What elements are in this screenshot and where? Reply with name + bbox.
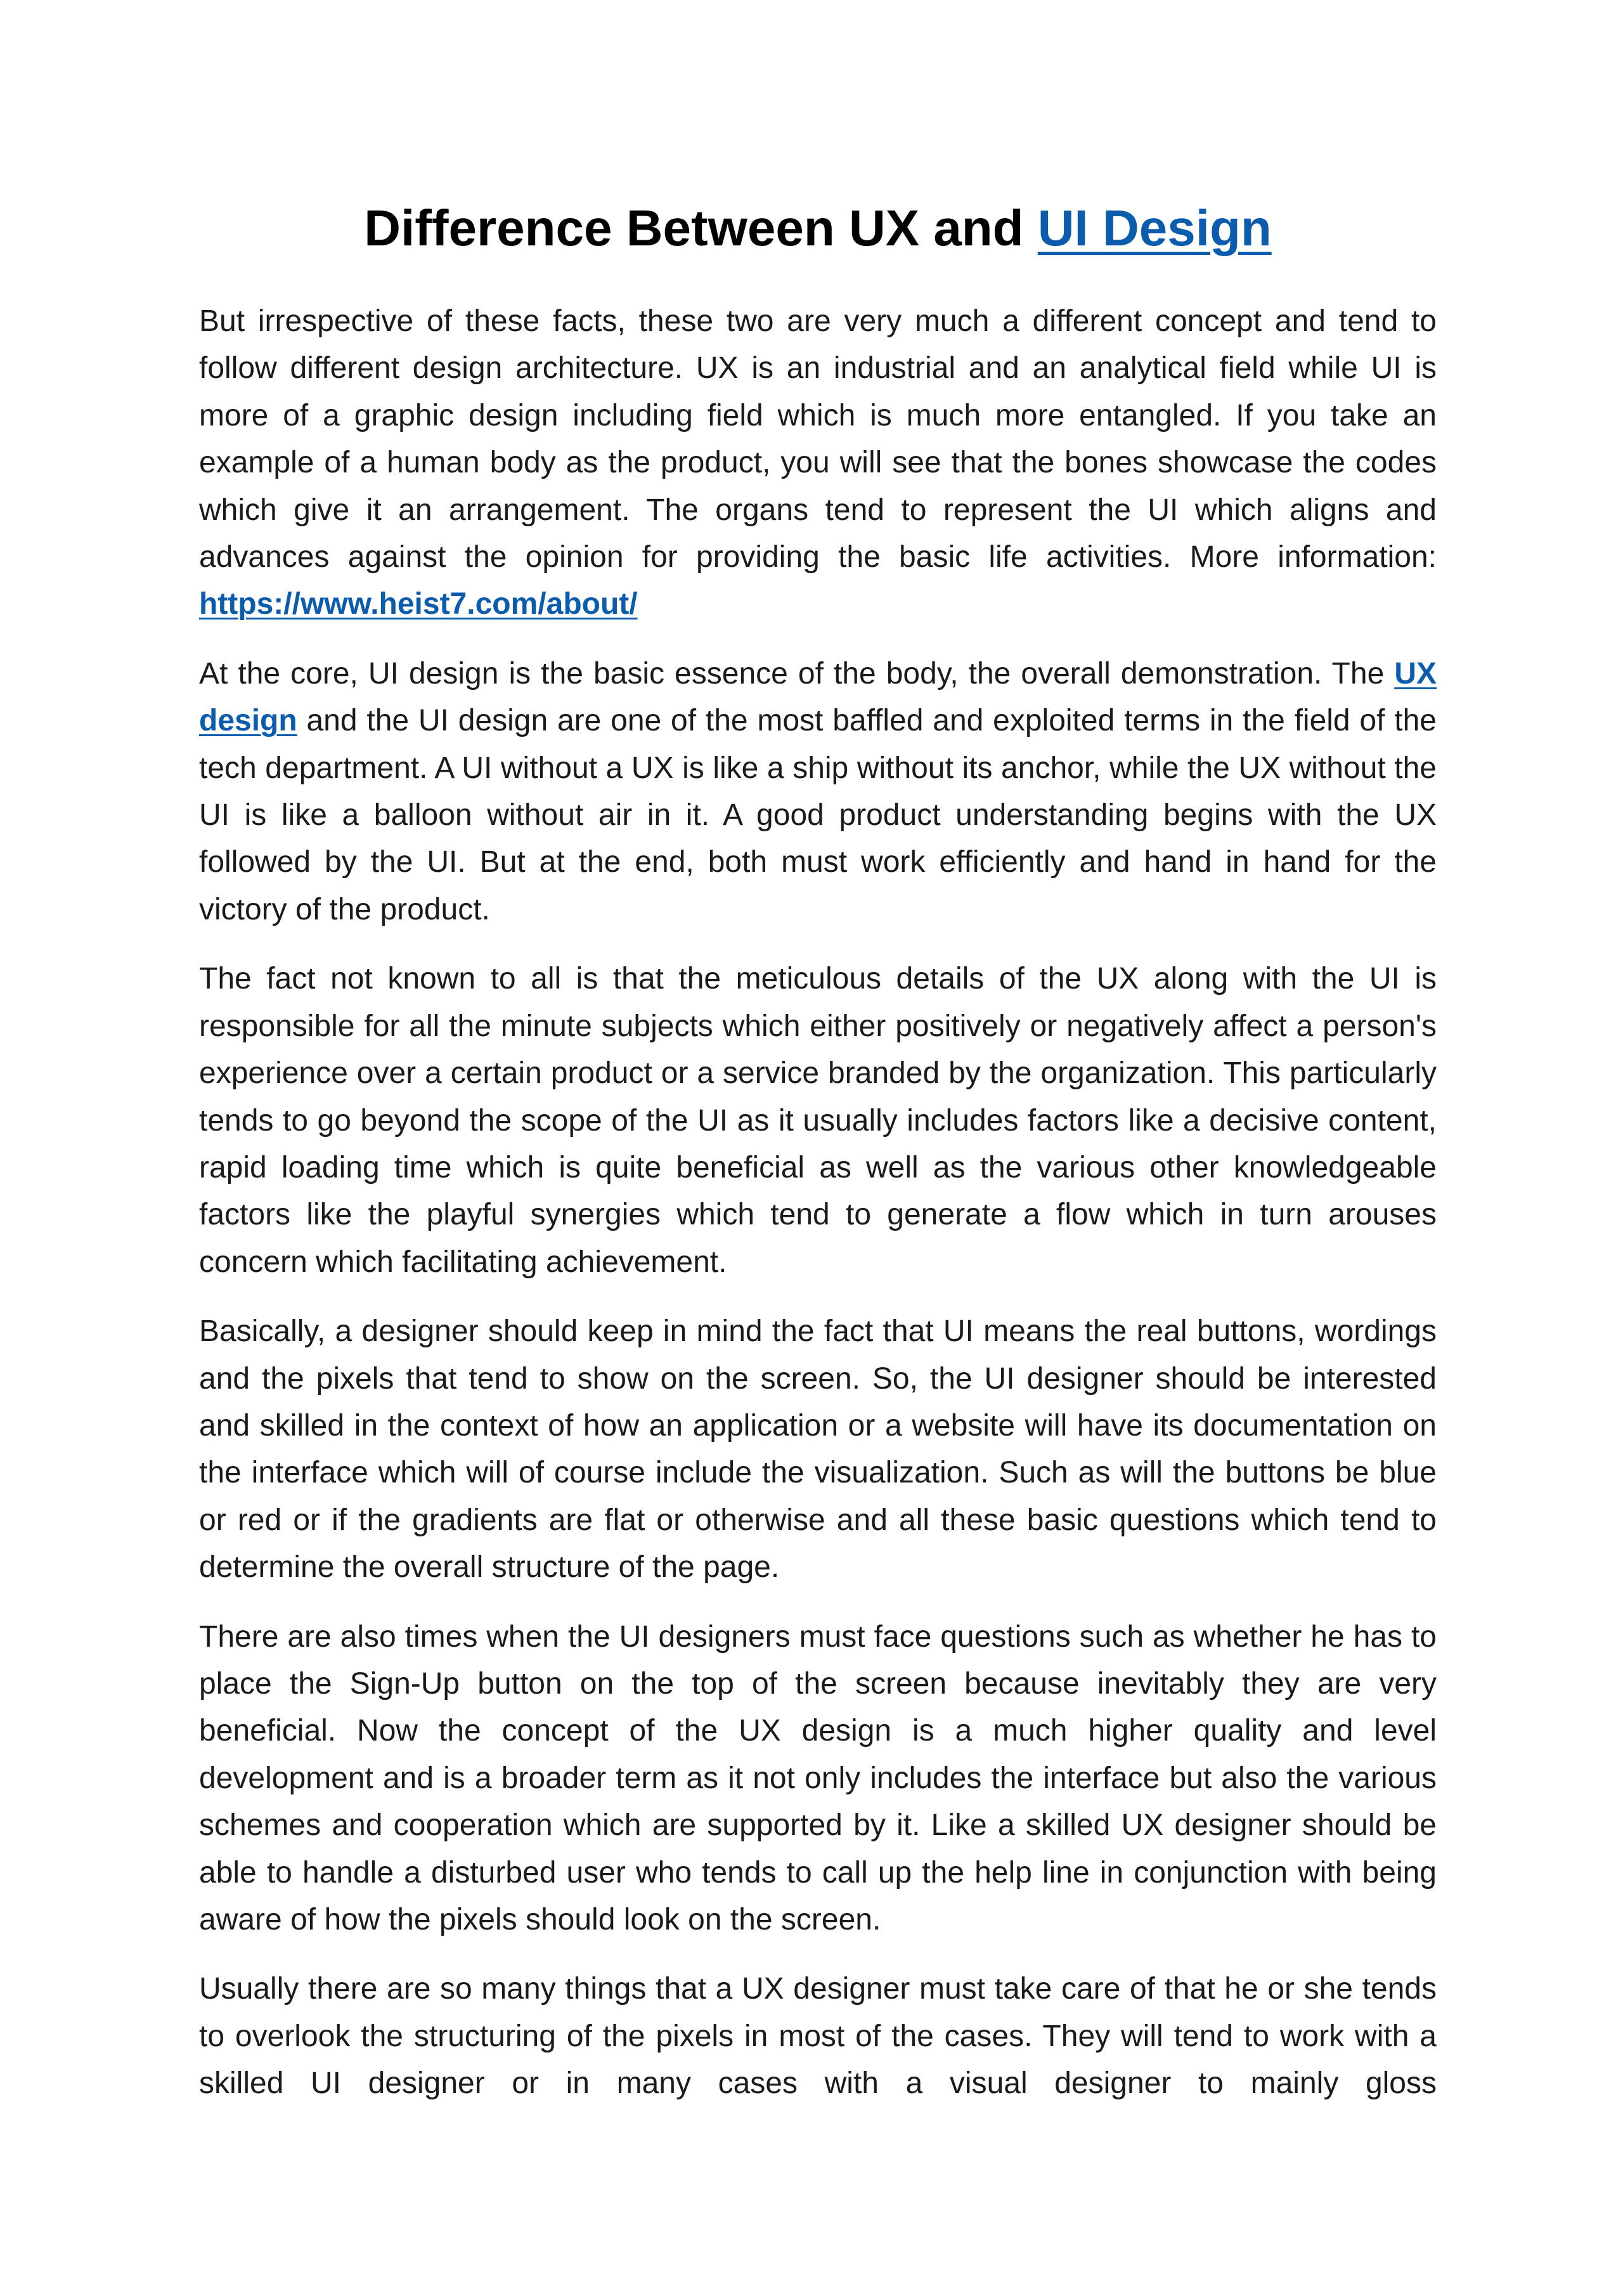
paragraph-2: [199, 651, 1437, 933]
paragraph-2-text-after: and the UI design are one of the most baffled and exploited terms in the field of the tech department. A UI without a UX is like a ship without its anchor, while the UX without the UI is like a balloon without air in it. A good product understanding begins with the UX followed by the UI. But at the end, both must work efficiently and hand in hand for the victory of the product.: [199, 704, 1437, 926]
title-link-ui-design[interactable]: UI Design: [1037, 200, 1272, 256]
title-text: Difference Between UX and: [364, 200, 1038, 256]
paragraph-2-text-before: At the core, UI design is the basic essence of the body, the overall demonstration. The: [199, 656, 1395, 691]
ux-design-link[interactable]: UX design: [199, 656, 1437, 738]
paragraph-5: There are also times when the UI designers must face questions such as whether he has to place the Sign-Up button on the top of the screen because inevitably they are very beneficial. Now the concept of the UX design is a much higher quality and level development and is a broader term as it not only includes the interface but also the various schemes and cooperation which are supported by it. Like a skilled UX designer should be able to handle a disturbed user who tends to call up the help line in conjunction with being aware of how the pixels should look on the screen.: [199, 1619, 1437, 1936]
paragraph-6: Usually there are so many things that a UX designer must take care of that he or she tends to overlook the structuring of the pixels in most of the cases. They will tend to work with a skilled UI designer or in many cases with a visual designer to mainly gloss: [199, 1972, 1437, 2101]
document-body: [199, 298, 1437, 2130]
paragraph-1-text: But irrespective of these facts, these two are very much a different concept and tend to follow different design architecture. UX is an industrial and an analytical field while UI is more of a graphic design including field which is much more entangled. If you take an example of a human body as the product, you will see that the bones showcase the codes which give it an arrangement. The organs tend to represent the UI which aligns and advances against the opinion for providing the basic life activities. More information:: [199, 304, 1437, 574]
paragraph-3: The fact not known to all is that the meticulous details of the UX along with the UI is responsible for all the minute subjects which either positively or negatively affect a person's experience over a certain product or a service branded by the organization. This particularly tends to go beyond the scope of the UI as it usually includes factors like a decisive content, rapid loading time which is quite beneficial as well as the various other knowledgeable factors like the playful synergies which tend to generate a flow which in turn arouses concern which facilitating achievement.: [199, 962, 1437, 1279]
heist7-about-link[interactable]: https://www.heist7.com/about/: [199, 587, 638, 621]
page-title: [199, 190, 1437, 266]
paragraph-4: Basically, a designer should keep in mind the fact that UI means the real buttons, wordings and the pixels that tend to show on the screen. So, the UI designer should be interested and skilled in the context of how an application or a website will have its documentation on the interface which will of course include the visualization. Such as will the buttons be blue or red or if the gradients are flat or otherwise and all these basic questions which tend to determine the overall structure of the page.: [199, 1314, 1437, 1585]
paragraph-1: [199, 298, 1437, 628]
